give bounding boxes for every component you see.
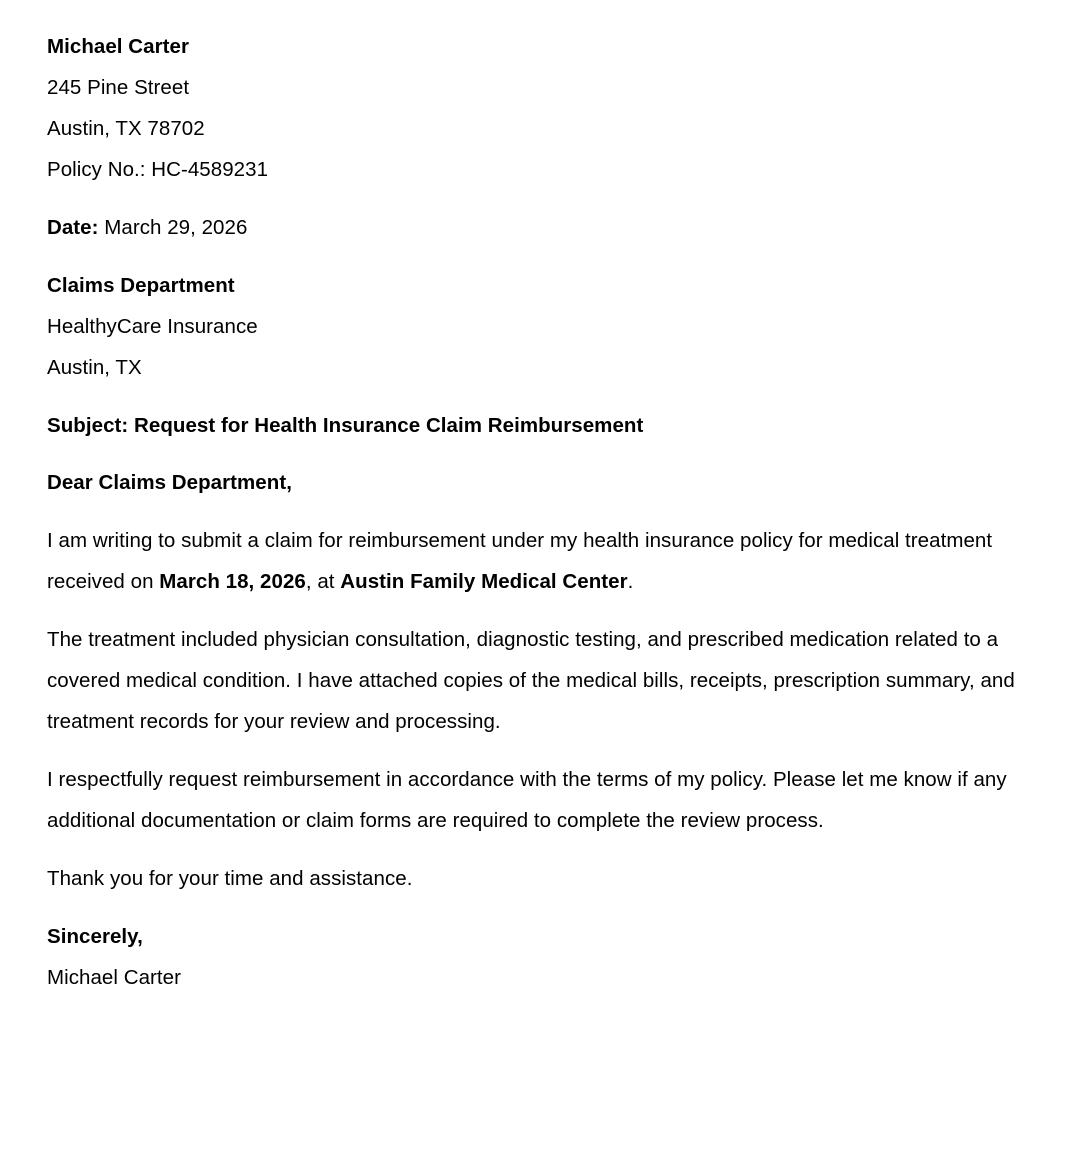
recipient-address-block xyxy=(47,265,1040,388)
subject-line: Subject: Request for Health Insurance Claim Reimbursement xyxy=(47,414,644,437)
date-block xyxy=(47,207,1040,248)
closing-block xyxy=(47,916,1040,998)
signature-name: Michael Carter xyxy=(47,966,181,989)
body-paragraph-3: I respectfully request reimbursement in accordance with the terms of my policy. Please let me know if any additional documentation or claim forms are required to complete the review process. xyxy=(47,768,1007,832)
date-label: Date: xyxy=(47,216,99,239)
treatment-date-emphasis: March 18, 2026 xyxy=(159,570,306,593)
sender-address-block xyxy=(47,26,1040,190)
facility-name-emphasis: Austin Family Medical Center xyxy=(340,570,628,593)
paragraph-1-text-part-3: . xyxy=(627,570,634,593)
body-paragraph-thanks: Thank you for your time and assistance. xyxy=(47,867,413,890)
recipient-company: HealthyCare Insurance xyxy=(47,315,258,338)
recipient-department: Claims Department xyxy=(47,274,235,297)
body-paragraph-1 xyxy=(47,520,1040,602)
sender-name: Michael Carter xyxy=(47,35,189,58)
paragraph-1-text-part-2: , at xyxy=(305,570,341,593)
paragraph-1-text-part-1: I am writing to submit a claim for reimbursement under my health insurance policy for medical treatment received on xyxy=(47,529,993,593)
valediction: Sincerely, xyxy=(47,925,143,948)
date-value: March 29, 2026 xyxy=(98,216,248,239)
sender-city-state-zip: Austin, TX 78702 xyxy=(47,117,205,140)
date-line xyxy=(47,207,1040,248)
body-paragraph-2: The treatment included physician consultation, diagnostic testing, and prescribed medication related to a covered medical condition. I have attached copies of the medical bills, receipts, prescription summary, and treatment records for your review and processing. xyxy=(47,628,1015,733)
salutation: Dear Claims Department, xyxy=(47,471,292,494)
sender-policy-number: Policy No.: HC-4589231 xyxy=(47,158,269,181)
sender-street: 245 Pine Street xyxy=(47,76,190,99)
recipient-city-state: Austin, TX xyxy=(47,356,142,379)
